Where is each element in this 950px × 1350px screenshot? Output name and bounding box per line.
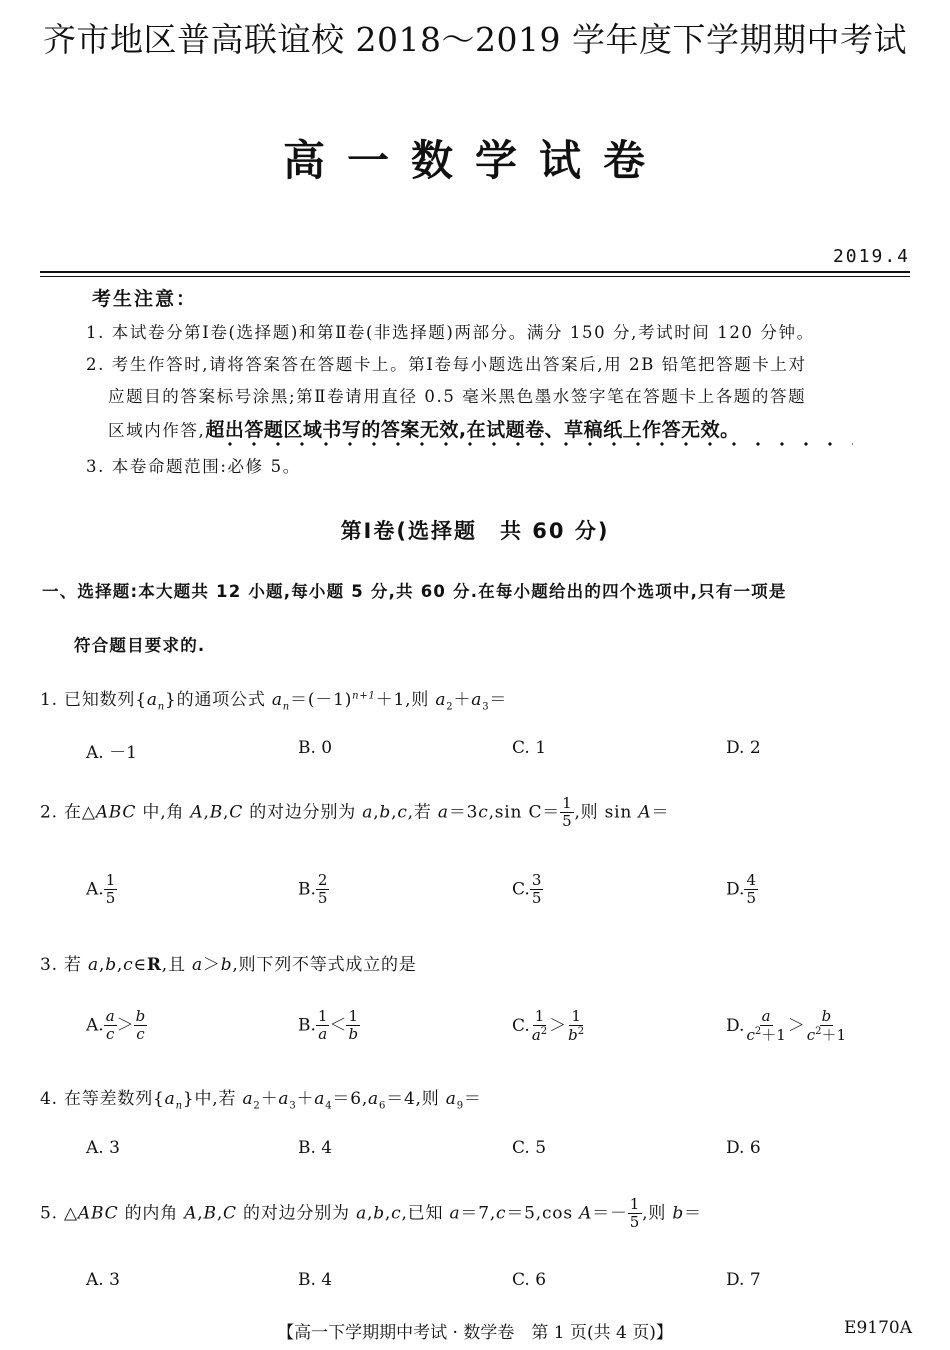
q1-option-a[interactable]: A. －1 xyxy=(86,743,137,763)
q3-option-a[interactable]: A. $\frac{a}{c}$ ＞ $\frac{b}{c}$ xyxy=(86,1007,146,1044)
q4-text-a: 4. 在等差数列{ xyxy=(40,1089,165,1109)
q2-sinC-fraction: $\frac{1}{5}$ xyxy=(562,794,573,831)
q5-option-c[interactable]: C. 6 xyxy=(512,1270,547,1290)
section-instruction-line-1: 一、选择题:本大题共 12 小题,每小题 5 分,共 60 分.在每小题给出的四个选项中,只有一项是 xyxy=(42,582,787,601)
notice-item-2-line-1: 2. 考生作答时,请将答案答在答题卡上。第Ⅰ卷每小题选出答案后,用 2B 铅笔把答题卡上对 xyxy=(86,355,807,374)
q5-text-g: ,则 xyxy=(642,1203,673,1224)
q1-text-a: 1. 已知数列{ xyxy=(40,690,147,710)
q4-option-c[interactable]: C. 5 xyxy=(512,1138,547,1158)
q1-text-e: ＝ xyxy=(489,690,508,710)
q2-text-c: 的对边分别为 xyxy=(243,802,363,823)
q4-text-c: ＝6, xyxy=(332,1089,369,1109)
q1-option-b[interactable]: B. 0 xyxy=(298,738,333,758)
q5-text-a: 5. △ xyxy=(40,1203,78,1224)
q2-option-b[interactable]: B. $\frac{2}{5}$ xyxy=(298,871,328,908)
q5-option-a[interactable]: A. 3 xyxy=(86,1270,120,1290)
question-4: 4. 在等差数列$\{a_n\}$中,若 $a_2+a_3+a_4=6,a_6=4$,则 $a_9=$ xyxy=(40,1089,482,1112)
paper-title: 高一数学试卷 xyxy=(282,136,667,185)
q5-text-h: ＝ xyxy=(684,1203,702,1224)
notice-item-1: 1. 本试卷分第Ⅰ卷(选择题)和第Ⅱ卷(非选择题)两部分。满分 150 分,考试时间 120 分钟。 xyxy=(86,323,815,342)
q1-option-d[interactable]: D. 2 xyxy=(726,738,761,758)
q1-exponent: n+1 xyxy=(352,690,376,702)
notice-item-3: 3. 本卷命题范围:必修 5。 xyxy=(86,457,301,476)
notice-item-2-line-3-prefix: 区域内作答, xyxy=(108,421,206,440)
q4-text-e: ＝ xyxy=(463,1089,482,1109)
q2-text-g: ＝ xyxy=(651,802,670,823)
notice-emphasis: 超出答题区域书写的答案无效,在试题卷、草稿纸上作答无效。 xyxy=(205,419,740,441)
question-2: 2. 在△ABC 中,角 A,B,C 的对边分别为 a,b,c,若 a＝3c,sin C＝ $\frac{1}{5}$ ,则 sin A＝ xyxy=(40,794,670,831)
q5-text-d: ,已知 xyxy=(401,1203,450,1224)
header-divider-thin xyxy=(40,276,910,277)
q4-text-b: }中,若 xyxy=(182,1089,243,1109)
q3-text-b: ,且 xyxy=(161,955,192,975)
q3-text-c: ,则下列不等式成立的是 xyxy=(232,955,417,975)
q5-option-b[interactable]: B. 4 xyxy=(298,1270,333,1290)
paper-code: E9170A xyxy=(844,1318,912,1338)
q3-option-d[interactable]: D. $\frac{a}{c^2+1}$ ＞ $\frac{b}{c^2+1}$ xyxy=(726,1007,847,1045)
q2-text-f: ,则 sin xyxy=(574,802,639,823)
notice-heading: 考生注意： xyxy=(92,288,198,310)
q2-text-a: 2. 在△ xyxy=(40,802,96,823)
q2-text-e: ,sin C＝ xyxy=(488,802,561,823)
q4-text-d: ＝4,则 xyxy=(386,1089,446,1109)
section-instruction-line-2: 符合题目要求的. xyxy=(74,636,206,655)
q5-text-c: 的对边分别为 xyxy=(236,1203,357,1224)
q3-option-c[interactable]: C. $\frac{1}{a^2}$ ＞ $\frac{1}{b^2}$ xyxy=(512,1007,585,1045)
exam-date: 2019.4 xyxy=(832,246,910,267)
question-5: 5. △ABC 的内角 A,B,C 的对边分别为 a,b,c,已知 a＝7,c＝5,cos A＝－ $\frac{1}{5}$ ,则 b＝ xyxy=(40,1195,702,1232)
q5-text-e: ,cos xyxy=(535,1203,580,1224)
q1-text-b: }的通项公式 xyxy=(165,690,272,710)
q2-option-d[interactable]: D. $\frac{4}{5}$ xyxy=(726,871,756,908)
question-1: 1. 已知数列$\{a_n\}$的通项公式 $a_n=(-1)^{n+1}+1$,则 $a_2+a_3=$ xyxy=(40,690,508,713)
q4-option-d[interactable]: D. 6 xyxy=(726,1138,761,1158)
q4-option-b[interactable]: B. 4 xyxy=(298,1138,333,1158)
q3-text-a: 3. 若 xyxy=(40,955,89,975)
header-divider-thick xyxy=(40,271,910,273)
q5-text-b: 的内角 xyxy=(118,1203,185,1224)
q4-option-a[interactable]: A. 3 xyxy=(86,1138,120,1158)
q2-text-d: ,若 xyxy=(407,802,438,823)
q3-option-b[interactable]: B. $\frac{1}{a}$ ＜ $\frac{1}{b}$ xyxy=(298,1007,359,1044)
q5-text-f: ＝－ xyxy=(592,1203,628,1224)
question-3: 3. 若 a,b,c∈R,且 a＞b,则下列不等式成立的是 xyxy=(40,955,417,975)
notice-item-2-line-3 xyxy=(108,415,740,442)
part1-heading: 第Ⅰ卷(选择题 共 60 分) xyxy=(340,519,610,543)
q5-cosA-fraction: $\frac{1}{5}$ xyxy=(629,1195,641,1232)
q5-option-d[interactable]: D. 7 xyxy=(726,1270,761,1290)
notice-item-2-line-2: 应题目的答案标号涂黑;第Ⅱ卷请用直径 0.5 毫米黑色墨水签字笔在答题卡上各题的答题 xyxy=(108,387,807,406)
emphasis-dots xyxy=(218,441,853,447)
q1-text-c: ＝(－1) xyxy=(290,690,353,710)
q2-option-c[interactable]: C. $\frac{3}{5}$ xyxy=(512,871,542,908)
page-footer: 【高一下学期期中考试 · 数学卷 第 1 页(共 4 页)】 xyxy=(277,1323,673,1343)
school-exam-title: 齐市地区普高联谊校 2018～2019 学年度下学期期中考试 xyxy=(43,20,907,59)
q2-option-a[interactable]: A. $\frac{1}{5}$ xyxy=(86,871,116,908)
q1-option-c[interactable]: C. 1 xyxy=(512,738,547,758)
q2-text-b: 中,角 xyxy=(136,802,191,823)
q1-text-d: ＋1,则 xyxy=(375,690,436,710)
